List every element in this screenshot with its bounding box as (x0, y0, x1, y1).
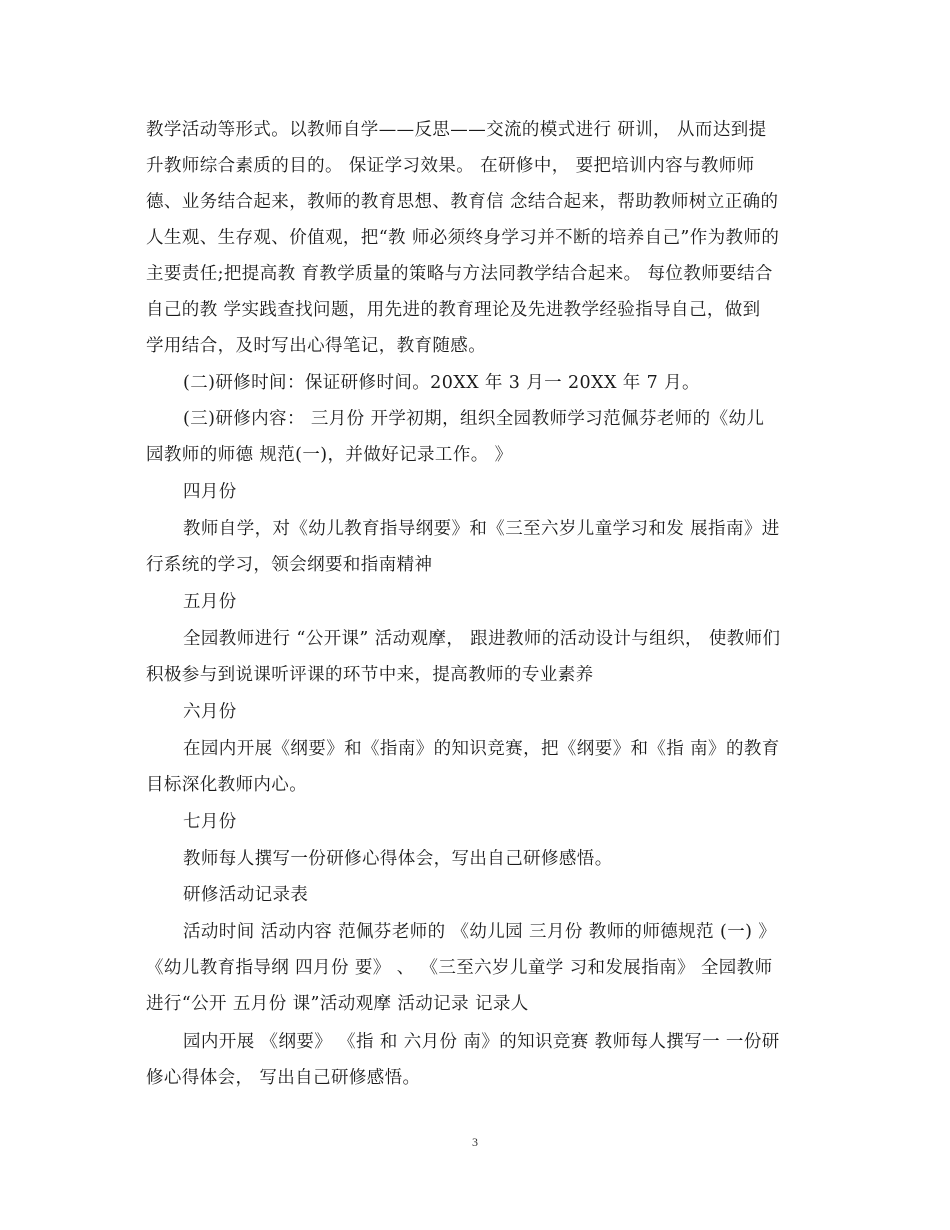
page-number: 3 (472, 1135, 478, 1149)
month-heading: 四月份 (183, 482, 237, 502)
text-line: 园内开展 《纲要》 《指 和 六月份 南》的知识竞赛 教师每人撰写一 一份研 (183, 1032, 780, 1052)
text-line: 《幼儿教育指导纲 四月份 要》 、 《三至六岁儿童学 习和发展指南》 全园教师 (146, 958, 773, 978)
text-line: 升教师综合素质的目的。 保证学习效果。 在研修中， 要把培训内容与教师师 (146, 156, 755, 176)
text-line: 进行“公开 五月份 课”活动观摩 活动记录 记录人 (146, 994, 529, 1014)
text-line: 教师每人撰写一份研修心得体会，写出自己研修感悟。 (183, 849, 613, 869)
text-line: 积极参与到说课听评课的环节中来，提高教师的专业素养 (146, 665, 594, 685)
text-line: 主要责任;把提高教 育教学质量的策略与方法同教学结合起来。 每位教师要结合 (146, 264, 773, 284)
text-line: 教学活动等形式。以教师自学——反思——交流的模式进行 研训， 从而达到提 (146, 120, 767, 140)
text-line: 德、业务结合起来，教师的教育思想、教育信 念结合起来，帮助教师树立正确的 (146, 192, 779, 212)
text-line: 修心得体会， 写出自己研修感悟。 (146, 1068, 421, 1088)
text-line: (二)研修时间：保证研修时间。20XX 年 3 月一 20XX 年 7 月。 (183, 373, 700, 393)
text-line: 行系统的学习，领会纲要和指南精神 (146, 555, 433, 575)
text-line: 人生观、生存观、价值观，把“教 师必须终身学习并不断的培养自己”作为教师的 (146, 228, 780, 248)
month-heading: 六月份 (183, 702, 237, 722)
text-line: (三)研修内容： 三月份 开学初期，组织全园教师学习范佩芬老师的《幼儿 (183, 409, 765, 429)
text-line: 学用结合，及时写出心得笔记，教育随感。 (146, 336, 487, 356)
section-heading: 研修活动记录表 (183, 885, 309, 905)
text-line: 在园内开展《纲要》和《指南》的知识竞赛，把《纲要》和《指 南》的教育 (183, 739, 780, 759)
text-line: 园教师的师德 规范(一)，并做好记录工作。 》 (146, 445, 513, 465)
text-line: 全园教师进行 “公开课” 活动观摩， 跟进教师的活动设计与组织， 使教师们 (183, 629, 781, 649)
text-line: 活动时间 活动内容 范佩芬老师的 《幼儿园 三月份 教师的师德规范 (一) 》 (183, 922, 777, 942)
month-heading: 七月份 (183, 812, 237, 832)
text-line: 目标深化教师内心。 (146, 775, 308, 795)
month-heading: 五月份 (183, 592, 237, 612)
text-line: 教师自学，对《幼儿教育指导纲要》和《三至六岁儿童学习和发 展指南》进 (183, 519, 780, 539)
text-line: 自己的教 学实践查找问题，用先进的教育理论及先进教学经验指导自己，做到 (146, 300, 761, 320)
